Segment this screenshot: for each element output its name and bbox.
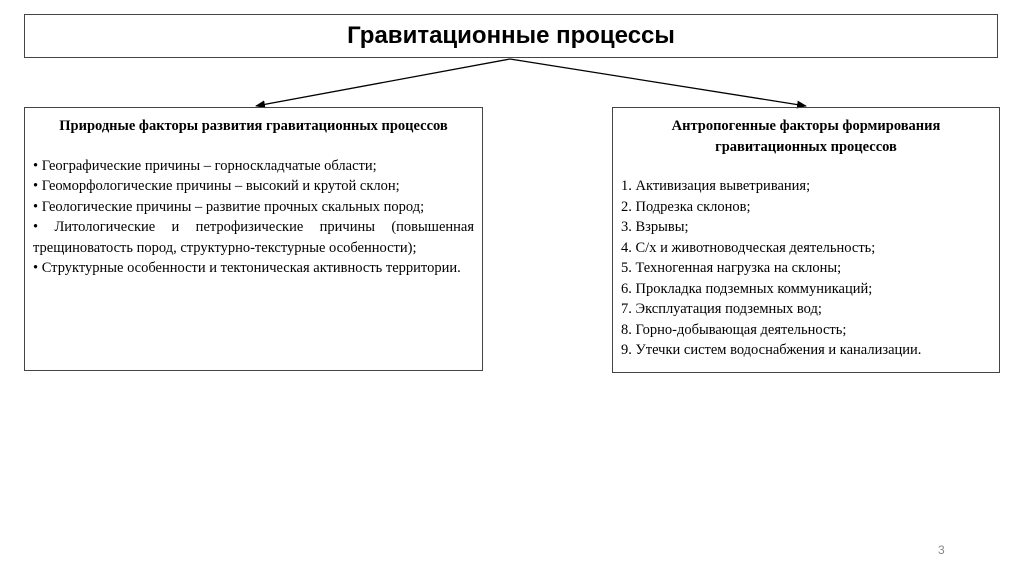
list-item: • Литологические и петрофизические причины (повышенная трещиноватость пород, структурно-текстурные особенности);	[33, 219, 474, 256]
arrow-to-anthropogenic-factors	[510, 59, 806, 106]
list-item: • Геоморфологические причины – высокий и крутой склон;	[33, 178, 400, 194]
list-item: 8. Горно-добывающая деятельность;	[621, 321, 847, 338]
diagram-title-text: Гравитационные процессы	[347, 22, 675, 49]
list-item: 7. Эксплуатация подземных вод;	[621, 301, 822, 317]
list-item: 3. Взрывы;	[621, 219, 689, 235]
list-item: 4. С/х и животноводческая деятельность;	[621, 239, 876, 256]
list-item: 6. Прокладка подземных коммуникаций;	[621, 280, 873, 297]
list-item: 5. Техногенная нагрузка на склоны;	[621, 260, 842, 276]
arrow-to-natural-factors	[256, 59, 510, 106]
list-item: 1. Активизация выветривания;	[621, 178, 811, 194]
anthropogenic-factors-list	[621, 176, 991, 361]
list-item: • Геологические причины – развитие прочных скальных пород;	[33, 198, 425, 215]
list-item: 9. Утечки систем водоснабжения и канализации.	[621, 342, 922, 358]
list-item: 2. Подрезка склонов;	[621, 198, 751, 215]
anthropogenic-factors-box	[612, 107, 1000, 373]
anthropogenic-factors-heading: Антропогенные факторы формирования гравитационных процессов	[671, 118, 941, 155]
natural-factors-heading: Природные факторы развития гравитационных процессов	[59, 118, 448, 134]
page-number: 3	[938, 543, 945, 557]
list-item: • Структурные особенности и тектоническая активность территории.	[33, 260, 461, 276]
list-item: • Географические причины – горноскладчатые области;	[33, 157, 377, 174]
natural-factors-box	[24, 107, 483, 371]
natural-factors-list	[33, 156, 474, 279]
